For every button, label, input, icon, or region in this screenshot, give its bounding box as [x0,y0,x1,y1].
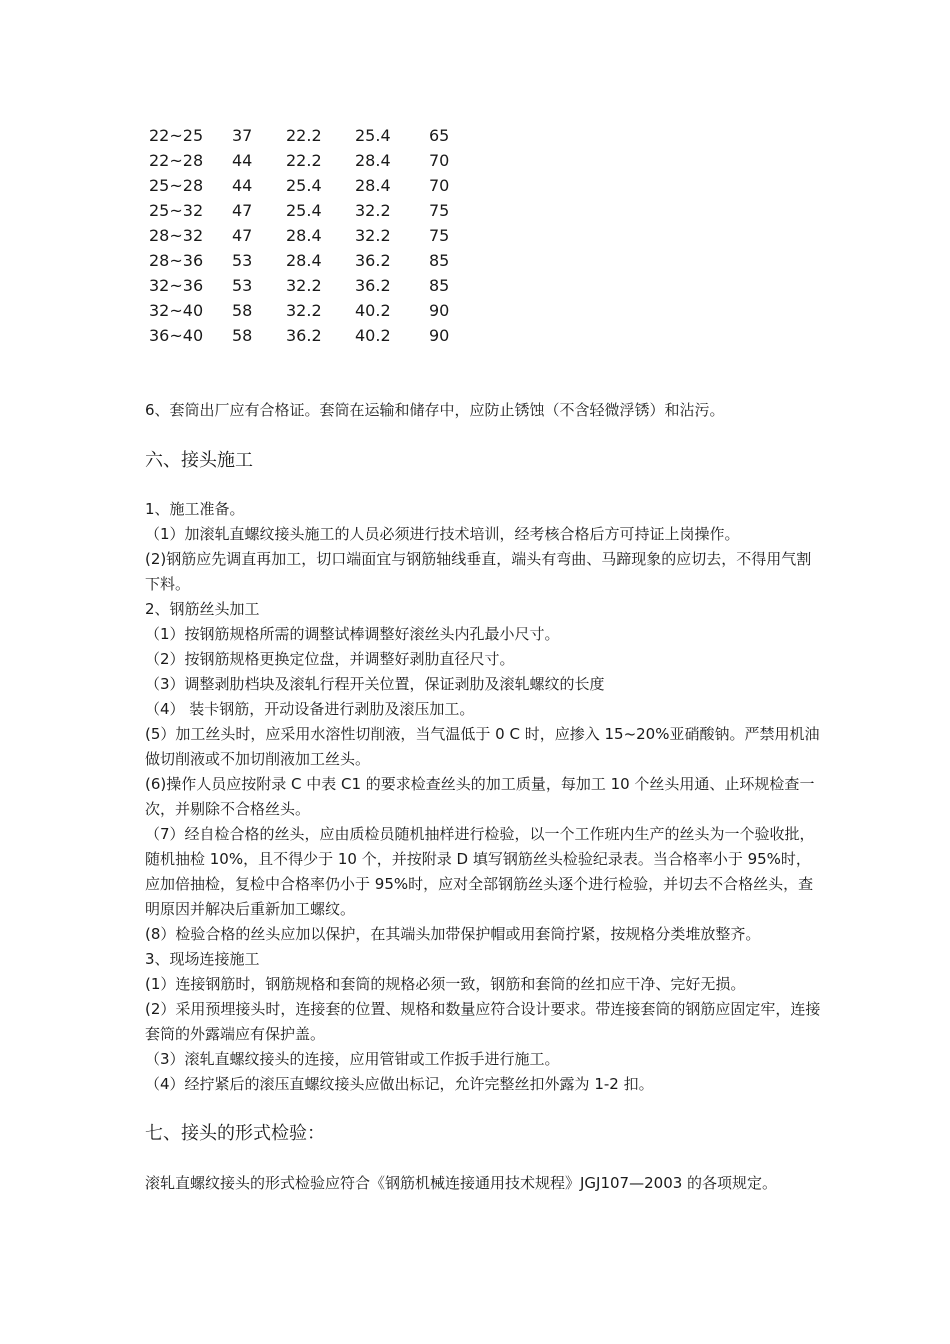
table-cell: 65 [429,126,450,145]
table-cell: 25.4 [286,176,322,195]
table-cell: 40.2 [355,326,391,345]
table-cell: 36.2 [355,251,391,270]
table-cell: 22~25 [149,126,204,145]
table-cell: 58 [232,301,253,320]
table-cell: 28.4 [286,226,322,245]
table-cell: 90 [429,301,450,320]
table-cell: 32~40 [149,301,204,320]
table-cell: 25.4 [286,201,322,220]
table-cell: 85 [429,276,450,295]
table-row [149,173,469,198]
table-cell: 36~40 [149,326,204,345]
table-cell: 28~32 [149,226,204,245]
section-6-item-2-8: (8）检验合格的丝头应加以保护，在其端头加带保护帽或用套筒拧紧，按规格分类堆放整齐。 [145,925,761,943]
table-cell: 25~28 [149,176,204,195]
table-row [149,323,469,348]
table-cell: 28~36 [149,251,204,270]
table-cell: 37 [232,126,253,145]
table-row [149,148,469,173]
table-cell: 58 [232,326,253,345]
section-6-item-2-6: (6)操作人员应按附录 C 中表 C1 的要求检查丝头的加工质量，每加工 10 个丝头用通、止环规检查一次，并剔除不合格丝头。 [145,775,815,818]
table-cell: 28.4 [355,176,391,195]
table-cell: 47 [232,201,253,220]
section-6-item-2-1: （1）按钢筋规格所需的调整试棒调整好滚丝头内孔最小尺寸。 [145,625,560,643]
table-cell: 53 [232,251,253,270]
section-6-item-3-3: （3）滚轧直螺纹接头的连接，应用管钳或工作扳手进行施工。 [145,1050,560,1068]
table-cell: 85 [429,251,450,270]
table-cell: 32.2 [286,301,322,320]
table-cell: 32.2 [286,276,322,295]
section-7-heading: 七、接头的形式检验： [145,1123,325,1144]
table-cell: 28.4 [286,251,322,270]
section-6-item-3-2: (2）采用预埋接头时，连接套的位置、规格和数量应符合设计要求。带连接套筒的钢筋应固定牢，连接套筒的外露端应有保护盖。 [145,1000,821,1043]
section-6-heading: 六、接头施工 [145,450,253,471]
sleeve-spec-table [149,123,469,348]
section-6-item-3: 3、现场连接施工 [145,950,260,968]
paragraph-6: 6、套筒出厂应有合格证。套筒在运输和储存中，应防止锈蚀（不含轻微浮锈）和沾污。 [145,401,725,419]
table-cell: 70 [429,176,450,195]
table-cell: 25~32 [149,201,204,220]
table-cell: 44 [232,151,253,170]
section-6-item-2-5: (5）加工丝头时，应采用水溶性切削液，当气温低于 0 C 时，应掺入 15~20%亚硝酸钠。严禁用机油做切削液或不加切削液加工丝头。 [145,725,820,768]
table-cell: 75 [429,226,450,245]
table-cell: 28.4 [355,151,391,170]
table-cell: 75 [429,201,450,220]
section-6-item-2-7: （7）经自检合格的丝头，应由质检员随机抽样进行检验，以一个工作班内生产的丝头为一个验收批，随机抽检 10%，且不得少于 10 个，并按附录 D 填写钢筋丝头检验纪录表。当合格率小于 95%时，应加倍抽检，复检中合格率仍小于 95%时，应对全部钢筋丝头逐个进行检验，并切去不合格丝头，查明原因并解决后重新加工螺纹。 [145,825,815,918]
table-cell: 25.4 [355,126,391,145]
table-row [149,248,469,273]
table-row [149,298,469,323]
table-cell: 22.2 [286,151,322,170]
table-cell: 53 [232,276,253,295]
section-6-item-3-1: (1）连接钢筋时，钢筋规格和套筒的规格必须一致，钢筋和套筒的丝扣应干净、完好无损。 [145,975,746,993]
table-cell: 32~36 [149,276,204,295]
table-cell: 32.2 [355,226,391,245]
table-cell: 44 [232,176,253,195]
table-row [149,198,469,223]
section-6-item-2: 2、钢筋丝头加工 [145,600,260,618]
table-cell: 32.2 [355,201,391,220]
section-6-item-2-3: （3）调整剥肋档块及滚轧行程开关位置，保证剥肋及滚轧螺纹的长度 [145,675,605,693]
table-cell: 22~28 [149,151,204,170]
table-body [149,123,469,348]
table-cell: 36.2 [355,276,391,295]
table-cell: 70 [429,151,450,170]
section-6-item-1-2: (2)钢筋应先调直再加工，切口端面宜与钢筋轴线垂直，端头有弯曲、马蹄现象的应切去，不得用气割下料。 [145,550,812,593]
table-cell: 90 [429,326,450,345]
table-cell: 22.2 [286,126,322,145]
table-cell: 36.2 [286,326,322,345]
table-cell: 40.2 [355,301,391,320]
section-6-item-1-1: （1）加滚轧直螺纹接头施工的人员必须进行技术培训，经考核合格后方可持证上岗操作。 [145,525,740,543]
table-cell: 47 [232,226,253,245]
section-6-item-2-2: （2）按钢筋规格更换定位盘，并调整好剥肋直径尺寸。 [145,650,515,668]
section-6-item-1: 1、施工准备。 [145,500,245,518]
table-row [149,123,469,148]
table-row [149,273,469,298]
section-7-body: 滚轧直螺纹接头的形式检验应符合《钢筋机械连接通用技术规程》JGJ107—2003 的各项规定。 [145,1174,778,1192]
section-6-item-2-4: （4） 装卡钢筋，开动设备进行剥肋及滚压加工。 [145,700,475,718]
section-6-item-3-4: （4）经拧紧后的滚压直螺纹接头应做出标记，允许完整丝扣外露为 1-2 扣。 [145,1075,654,1093]
table-row [149,223,469,248]
